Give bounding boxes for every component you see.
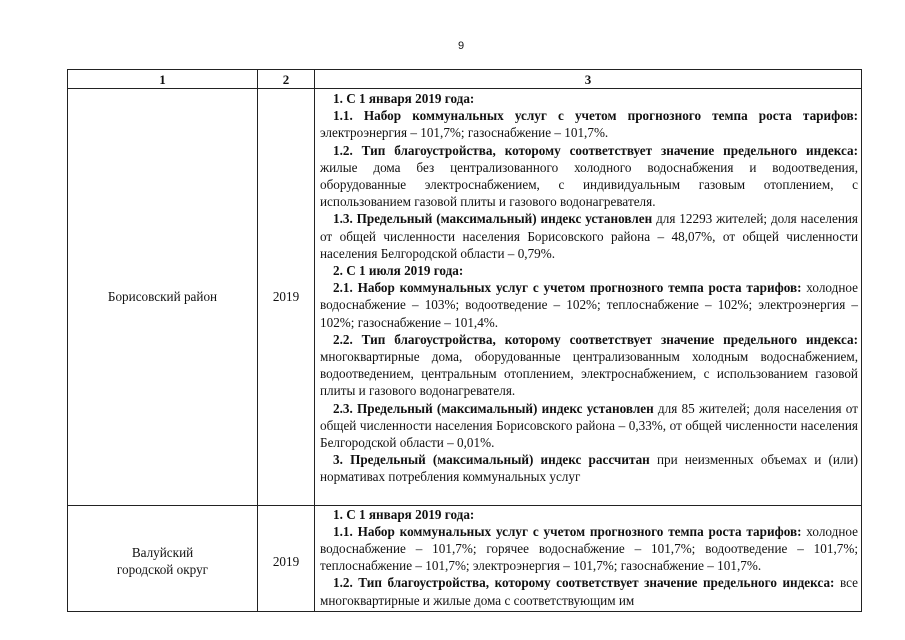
paragraph: 1. С 1 января 2019 года: — [333, 91, 475, 106]
paragraph: 2.2. Тип благоустройства, которому соответствует значение предельного индекса: многоквартирные дома, оборудованные централизованным холодным водоснабжением, водоотведением, центральным отоплением, электроснабжением, с использованием газовой плиты и газового водонагревателя. — [320, 331, 858, 399]
municipality-name-line1: Валуйский — [131, 545, 194, 561]
year-cell: 2019 — [258, 89, 315, 506]
description-cell — [315, 505, 862, 611]
table-header-row — [68, 70, 862, 89]
paragraph: 3. Предельный (максимальный) индекс рассчитан при неизменных объемах и (или) нормативах потребления коммунальных услуг — [320, 452, 858, 485]
municipality-name — [68, 505, 258, 611]
table-row-valuysky — [68, 505, 862, 611]
indices-table — [67, 69, 862, 612]
paragraph: 1.2. Тип благоустройства, которому соответствует значение предельного индекса: жилые дома без централизованного холодного водоснабжения и водоотведения, оборудованные электроснабжением, с индивидуальным газовым отоплением, с использованием газовой плиты и газового водонагревателя. — [320, 142, 858, 210]
paragraph: 2.1. Набор коммунальных услуг с учетом прогнозного темпа роста тарифов: холодное водоснабжение – 103%; водоотведение – 102%; теплоснабжение – 102%; электроэнергия – 102%; газоснабжение – 101,4%. — [320, 280, 858, 330]
paragraph: 1.3. Предельный (максимальный) индекс установлен для 12293 жителей; доля населения от общей численности населения Борисовского района – 48,07%, от общей численности населения Белгородской области – 0,79%. — [320, 211, 858, 261]
paragraph: 1. С 1 января 2019 года: — [333, 506, 475, 522]
page-number: 9 — [457, 40, 465, 52]
year-cell: 2019 — [258, 505, 315, 611]
paragraph: 2.3. Предельный (максимальный) индекс установлен для 85 жителей; доля населения от общей численности населения Борисовского района – 0,33%, от общей численности населения Белгородской области – 0,01%. — [320, 400, 858, 451]
column-header-1: 1 — [68, 70, 258, 89]
paragraph: 2. С 1 июля 2019 года: — [333, 263, 464, 279]
column-header-2: 2 — [258, 70, 315, 89]
table-row-borisovsky — [68, 89, 862, 506]
paragraph: 1.1. Набор коммунальных услуг с учетом прогнозного темпа роста тарифов: электроэнергия – 101,7%; газоснабжение – 101,7%. — [320, 108, 858, 141]
municipality-name-line2: городской округ — [116, 562, 209, 578]
paragraph: 1.2. Тип благоустройства, которому соответствует значение предельного индекса: все многоквартирные и жилые дома с соответствующим им — [320, 575, 858, 608]
column-header-3: 3 — [315, 70, 862, 89]
description-cell — [315, 89, 862, 506]
municipality-name: Борисовский район — [68, 89, 258, 506]
paragraph: 1.1. Набор коммунальных услуг с учетом прогнозного темпа роста тарифов: холодное водоснабжение – 101,7%; горячее водоснабжение – 101,7%; водоотведение – 101,7%; теплоснабжение – 101,7%; электроэнергия – 101,7%; газоснабжение – 101,7%. — [320, 523, 858, 574]
